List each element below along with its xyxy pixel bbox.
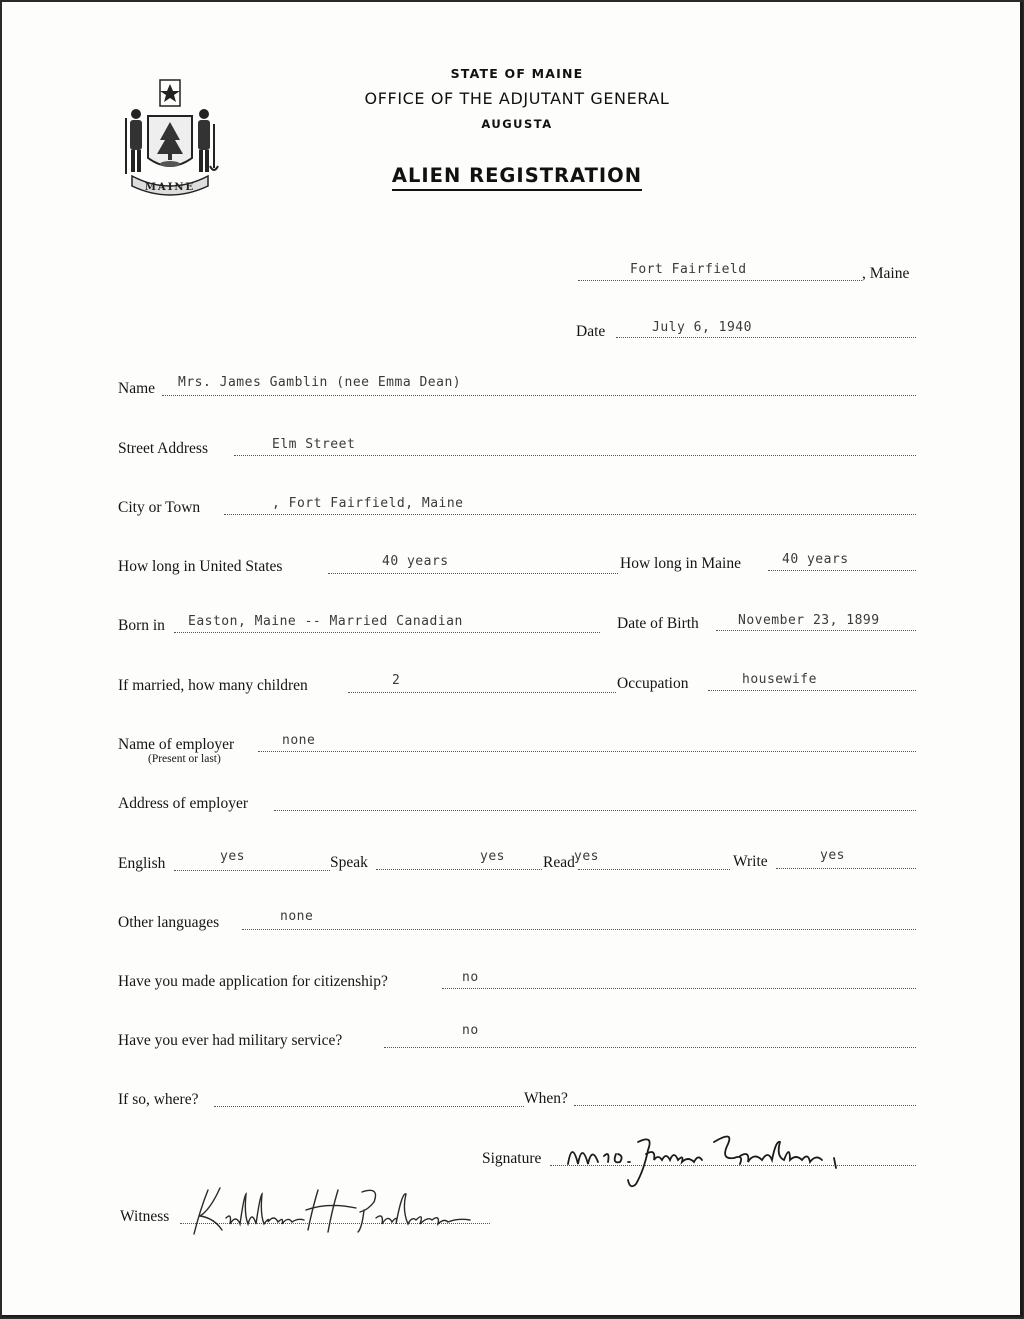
children-label: If married, how many children xyxy=(118,677,308,694)
header-office: OFFICE OF THE ADJUTANT GENERAL xyxy=(364,89,670,108)
witness-signature xyxy=(180,1170,500,1250)
born-in-line xyxy=(174,632,600,633)
how-long-us-label: How long in United States xyxy=(118,558,283,575)
military-line xyxy=(384,1047,916,1048)
other-languages-label: Other languages xyxy=(118,914,220,931)
speak-line xyxy=(376,869,542,870)
date-value[interactable]: July 6, 1940 xyxy=(652,320,752,335)
header-state: STATE OF MAINE xyxy=(450,66,584,81)
citizenship-line xyxy=(442,988,916,989)
read-value[interactable]: yes xyxy=(574,849,599,864)
applicant-signature xyxy=(558,1120,878,1200)
other-languages-line xyxy=(242,929,916,930)
speak-value[interactable]: yes xyxy=(480,849,505,864)
dob-label: Date of Birth xyxy=(617,615,699,632)
employer-note: (Present or last) xyxy=(148,753,221,765)
employer-value[interactable]: none xyxy=(282,733,316,748)
occupation-line xyxy=(708,690,916,691)
when-label: When? xyxy=(524,1090,568,1107)
write-line xyxy=(776,868,916,869)
place-line xyxy=(578,280,862,281)
how-long-maine-line xyxy=(768,570,916,571)
name-line xyxy=(162,395,916,396)
name-value[interactable]: Mrs. James Gamblin (nee Emma Dean) xyxy=(178,375,462,390)
military-label: Have you ever had military service? xyxy=(118,1032,343,1049)
date-line xyxy=(616,337,916,338)
how-long-maine-label: How long in Maine xyxy=(620,555,741,572)
city-line xyxy=(224,514,916,515)
city-value[interactable]: , Fort Fairfield, Maine xyxy=(272,496,464,511)
how-long-us-line xyxy=(328,573,618,574)
witness-label: Witness xyxy=(120,1208,170,1225)
form-title: ALIEN REGISTRATION xyxy=(2,164,1024,187)
write-label: Write xyxy=(733,853,768,870)
english-value[interactable]: yes xyxy=(220,849,245,864)
street-line xyxy=(234,455,916,456)
employer-label: Name of employer xyxy=(118,736,235,753)
date-label: Date xyxy=(576,323,606,340)
read-line xyxy=(578,869,730,870)
occupation-label: Occupation xyxy=(617,675,689,692)
citizenship-label: Have you made application for citizenship? xyxy=(118,973,388,990)
seal-motto-text: MAINE xyxy=(144,182,196,193)
city-label: City or Town xyxy=(118,499,201,516)
born-in-label: Born in xyxy=(118,617,165,634)
read-label: Read xyxy=(543,854,575,871)
employer-address-line xyxy=(274,810,916,811)
children-value[interactable]: 2 xyxy=(392,673,401,688)
how-long-us-value[interactable]: 40 years xyxy=(382,554,449,569)
when-line xyxy=(574,1105,916,1106)
speak-label: Speak xyxy=(330,854,368,871)
street-label: Street Address xyxy=(118,440,208,457)
place-suffix-label: , Maine xyxy=(862,265,910,282)
where-line xyxy=(214,1106,524,1107)
employer-address-label: Address of employer xyxy=(118,795,248,812)
dob-line xyxy=(716,630,916,631)
header-city: AUGUSTA xyxy=(481,117,553,131)
english-label: English xyxy=(118,855,166,872)
citizenship-value[interactable]: no xyxy=(462,970,479,985)
signature-label: Signature xyxy=(482,1150,542,1167)
dob-value[interactable]: November 23, 1899 xyxy=(738,613,880,628)
registration-form xyxy=(2,2,1023,1317)
where-label: If so, where? xyxy=(118,1091,199,1108)
military-value[interactable]: no xyxy=(462,1023,479,1038)
employer-line xyxy=(258,751,916,752)
name-label: Name xyxy=(118,380,156,397)
other-languages-value[interactable]: none xyxy=(280,909,314,924)
occupation-value[interactable]: housewife xyxy=(742,672,817,687)
english-line xyxy=(174,870,330,871)
place-value[interactable]: Fort Fairfield xyxy=(630,262,747,277)
born-in-value[interactable]: Easton, Maine -- Married Canadian xyxy=(188,614,463,629)
how-long-maine-value[interactable]: 40 years xyxy=(782,552,849,567)
street-value[interactable]: Elm Street xyxy=(272,437,356,452)
write-value[interactable]: yes xyxy=(820,848,845,863)
children-line xyxy=(348,692,616,693)
